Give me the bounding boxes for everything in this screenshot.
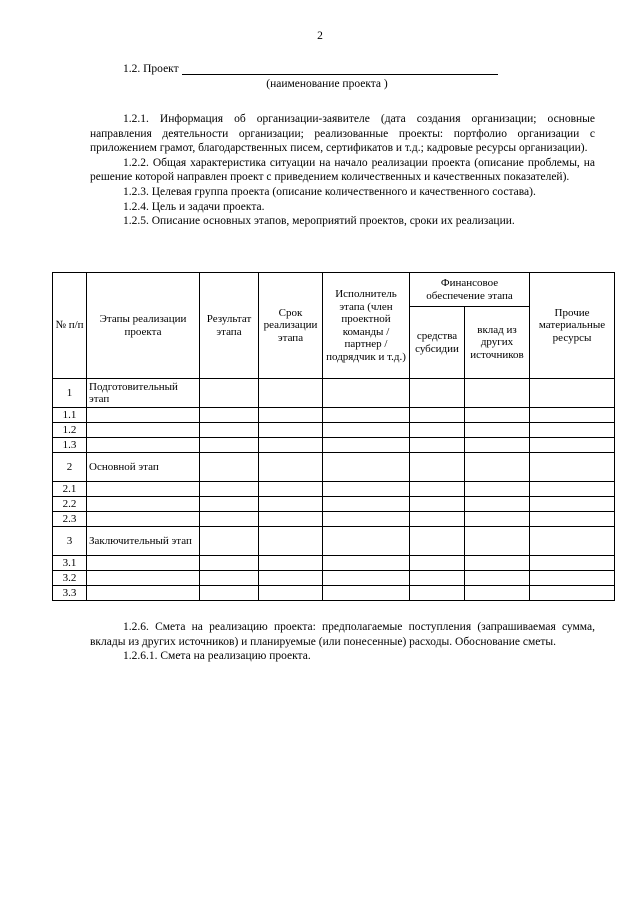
result-cell[interactable]	[200, 423, 259, 438]
executor-cell[interactable]	[323, 497, 410, 512]
stage-name-cell[interactable]	[87, 482, 200, 497]
other-sources-cell[interactable]	[465, 556, 530, 571]
project-name-note: (наименование проекта )	[266, 78, 388, 90]
header-result: Результат этапа	[200, 273, 259, 379]
other-sources-cell[interactable]	[465, 453, 530, 482]
page-number: 2	[317, 30, 323, 42]
other-resources-cell[interactable]	[530, 453, 615, 482]
row-number: 3	[53, 527, 87, 556]
other-sources-cell[interactable]	[465, 512, 530, 527]
row-number: 1.3	[53, 438, 87, 453]
term-cell[interactable]	[259, 497, 323, 512]
subsidy-cell[interactable]	[410, 423, 465, 438]
other-resources-cell[interactable]	[530, 571, 615, 586]
paragraph-1-2-4: 1.2.4. Цель и задачи проекта.	[123, 200, 265, 213]
closing-section	[90, 620, 595, 664]
other-resources-cell[interactable]	[530, 497, 615, 512]
stage-name-cell: Подготовительный этап	[87, 379, 200, 408]
other-resources-cell[interactable]	[530, 482, 615, 497]
header-term: Срок реализации этапа	[259, 273, 323, 379]
result-cell[interactable]	[200, 527, 259, 556]
row-number: 3.3	[53, 586, 87, 601]
other-resources-cell[interactable]	[530, 586, 615, 601]
other-sources-cell[interactable]	[465, 497, 530, 512]
term-cell[interactable]	[259, 586, 323, 601]
paragraph-1-2-1: 1.2.1. Информация об организации-заявителе (дата создания организации; основные направления деятельности организации; реализованные проекты: портфолио организации с приложением грамот, благодарственных писем, сертификатов и т.д.; кадровые ресурсы организации).	[90, 113, 595, 155]
header-executor: Исполнитель этапа (член проектной команды / партнер / подрядчик и т.д.)	[323, 273, 410, 379]
table-row	[53, 423, 615, 438]
header-subsidy: средства субсидии	[410, 307, 465, 379]
project-stages-table	[52, 272, 615, 601]
result-cell[interactable]	[200, 571, 259, 586]
header-stages: Этапы реализации проекта	[87, 273, 200, 379]
row-number: 2	[53, 453, 87, 482]
result-cell[interactable]	[200, 497, 259, 512]
result-cell[interactable]	[200, 482, 259, 497]
other-resources-cell[interactable]	[530, 527, 615, 556]
executor-cell[interactable]	[323, 482, 410, 497]
result-cell[interactable]	[200, 408, 259, 423]
intro-section	[90, 112, 595, 229]
result-cell[interactable]	[200, 438, 259, 453]
paragraph-1-2-5: 1.2.5. Описание основных этапов, мероприятий проектов, сроки их реализации.	[123, 215, 515, 228]
result-cell[interactable]	[200, 586, 259, 601]
subsidy-cell[interactable]	[410, 438, 465, 453]
executor-cell[interactable]	[323, 527, 410, 556]
result-cell[interactable]	[200, 556, 259, 571]
table-row	[53, 453, 615, 482]
subsidy-cell[interactable]	[410, 586, 465, 601]
other-sources-cell[interactable]	[465, 527, 530, 556]
other-resources-cell[interactable]	[530, 512, 615, 527]
header-finance: Финансовое обеспечение этапа	[410, 273, 530, 307]
row-number: 3.1	[53, 556, 87, 571]
table-row	[53, 586, 615, 601]
term-cell[interactable]	[259, 438, 323, 453]
term-cell[interactable]	[259, 453, 323, 482]
subsidy-cell[interactable]	[410, 497, 465, 512]
header-num: № п/п	[53, 273, 87, 379]
other-sources-cell[interactable]	[465, 379, 530, 408]
subsidy-cell[interactable]	[410, 527, 465, 556]
subsidy-cell[interactable]	[410, 571, 465, 586]
project-title-line	[123, 62, 498, 75]
row-number: 1.2	[53, 423, 87, 438]
term-cell[interactable]	[259, 512, 323, 527]
header-other-sources: вклад из других источников	[465, 307, 530, 379]
term-cell[interactable]	[259, 556, 323, 571]
other-resources-cell[interactable]	[530, 408, 615, 423]
stage-name-cell[interactable]	[87, 497, 200, 512]
stage-name-cell[interactable]	[87, 556, 200, 571]
term-cell[interactable]	[259, 408, 323, 423]
paragraph-1-2-6: 1.2.6. Смета на реализацию проекта: предполагаемые поступления (запрашиваемая сумма, вклады из других источников) и планируемые (или понесенные) расходы. Обоснование сметы.	[90, 621, 595, 648]
result-cell[interactable]	[200, 379, 259, 408]
executor-cell[interactable]	[323, 586, 410, 601]
row-number: 2.2	[53, 497, 87, 512]
executor-cell[interactable]	[323, 556, 410, 571]
table-row	[53, 438, 615, 453]
other-sources-cell[interactable]	[465, 423, 530, 438]
row-number: 1.1	[53, 408, 87, 423]
executor-cell[interactable]	[323, 423, 410, 438]
paragraph-1-2-6-1: 1.2.6.1. Смета на реализацию проекта.	[123, 650, 311, 663]
other-resources-cell[interactable]	[530, 423, 615, 438]
header-other-resources: Прочие материальные ресурсы	[530, 273, 615, 379]
stage-name-cell: Основной этап	[87, 453, 200, 482]
row-number: 2.3	[53, 512, 87, 527]
subsidy-cell[interactable]	[410, 482, 465, 497]
executor-cell[interactable]	[323, 512, 410, 527]
stage-name-cell[interactable]	[87, 586, 200, 601]
term-cell[interactable]	[259, 482, 323, 497]
other-sources-cell[interactable]	[465, 408, 530, 423]
table-row	[53, 512, 615, 527]
subsidy-cell[interactable]	[410, 512, 465, 527]
term-cell[interactable]	[259, 379, 323, 408]
stage-name-cell[interactable]	[87, 571, 200, 586]
executor-cell[interactable]	[323, 453, 410, 482]
other-sources-cell[interactable]	[465, 438, 530, 453]
other-sources-cell[interactable]	[465, 586, 530, 601]
row-number: 1	[53, 379, 87, 408]
table-row	[53, 379, 615, 408]
stage-name-cell[interactable]	[87, 408, 200, 423]
project-name-blank[interactable]	[182, 62, 498, 75]
stage-name-cell: Заключительный этап	[87, 527, 200, 556]
paragraph-1-2-2: 1.2.2. Общая характеристика ситуации на начало реализации проекта (описание проблемы, на решение которой направлен проект с приведением количественных и качественных показателей).	[90, 156, 595, 184]
table-row	[53, 497, 615, 512]
row-number: 3.2	[53, 571, 87, 586]
subsidy-cell[interactable]	[410, 556, 465, 571]
executor-cell[interactable]	[323, 379, 410, 408]
executor-cell[interactable]	[323, 408, 410, 423]
table-row	[53, 408, 615, 423]
stage-name-cell[interactable]	[87, 438, 200, 453]
other-sources-cell[interactable]	[465, 482, 530, 497]
table-row	[53, 556, 615, 571]
other-resources-cell[interactable]	[530, 556, 615, 571]
term-cell[interactable]	[259, 571, 323, 586]
term-cell[interactable]	[259, 423, 323, 438]
executor-cell[interactable]	[323, 571, 410, 586]
table-row	[53, 527, 615, 556]
paragraph-1-2-3: 1.2.3. Целевая группа проекта (описание количественного и качественного состава).	[123, 185, 536, 198]
other-resources-cell[interactable]	[530, 379, 615, 408]
table-row	[53, 571, 615, 586]
other-resources-cell[interactable]	[530, 438, 615, 453]
subsidy-cell[interactable]	[410, 453, 465, 482]
other-sources-cell[interactable]	[465, 571, 530, 586]
row-number: 2.1	[53, 482, 87, 497]
subsidy-cell[interactable]	[410, 408, 465, 423]
result-cell[interactable]	[200, 512, 259, 527]
subsidy-cell[interactable]	[410, 379, 465, 408]
project-label: 1.2. Проект	[123, 63, 179, 75]
stage-name-cell[interactable]	[87, 512, 200, 527]
executor-cell[interactable]	[323, 438, 410, 453]
stage-name-cell[interactable]	[87, 423, 200, 438]
term-cell[interactable]	[259, 527, 323, 556]
table-row	[53, 482, 615, 497]
result-cell[interactable]	[200, 453, 259, 482]
